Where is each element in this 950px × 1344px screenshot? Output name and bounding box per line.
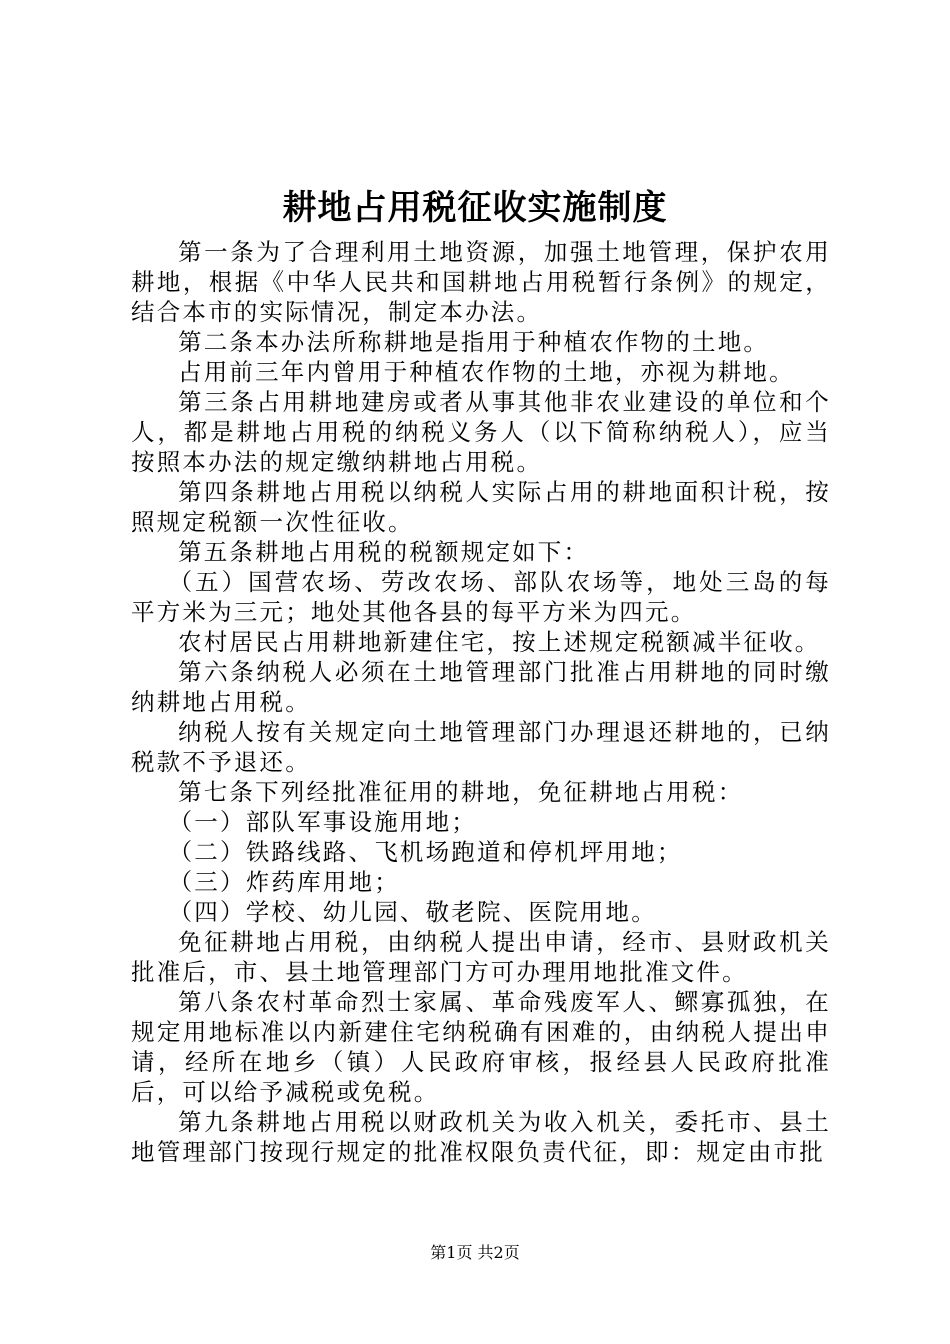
paragraph-article-5-item-5: （五）国营农场、劳改农场、部队农场等，地处三岛的每平方米为三元；地处其他各县的每平方米为四元。 [131,568,831,626]
document-title: 耕地占用税征收实施制度 [282,188,668,228]
paragraph-article-5-note: 农村居民占用耕地新建住宅，按上述规定税额减半征收。 [178,628,821,656]
paragraph-article-9: 第九条耕地占用税以财政机关为收入机关，委托市、县土地管理部门按现行规定的批准权限负责代征，即：规定由市批 [131,1108,831,1166]
document-body [131,237,831,1167]
paragraph-article-7-item-2: （二）铁路线路、飞机场跑道和停机坪用地； [168,838,683,866]
paragraph-article-7-item-1: （一）部队军事设施用地； [168,808,477,836]
paragraph-article-1: 第一条为了合理利用土地资源，加强土地管理，保护农用耕地，根据《中华人民共和国耕地占用税暂行条例》的规定，结合本市的实际情况，制定本办法。 [131,238,831,326]
paragraph-article-7-item-4: （四）学校、幼儿园、敬老院、医院用地。 [168,898,657,926]
paragraph-article-4: 第四条耕地占用税以纳税人实际占用的耕地面积计税，按照规定税额一次性征收。 [131,478,831,536]
paragraph-article-5: 第五条耕地占用税的税额规定如下： [178,538,590,566]
page-number-footer: 第1页 共2页 [430,1243,520,1262]
paragraph-article-7: 第七条下列经批准征用的耕地，免征耕地占用税： [178,778,744,806]
paragraph-article-2: 第二条本办法所称耕地是指用于种植农作物的土地。 [178,328,770,356]
paragraph-article-7-item-3: （三）炸药库用地； [168,868,400,896]
paragraph-article-3: 第三条占用耕地建房或者从事其他非农业建设的单位和个人，都是耕地占用税的纳税义务人（以下简称纳税人），应当按照本办法的规定缴纳耕地占用税。 [131,388,831,476]
paragraph-article-7-note: 免征耕地占用税，由纳税人提出申请，经市、县财政机关批准后，市、县土地管理部门方可办理用地批准文件。 [131,928,831,986]
paragraph-article-6: 第六条纳税人必须在土地管理部门批准占用耕地的同时缴纳耕地占用税。 [131,658,831,716]
paragraph-article-8: 第八条农村革命烈士家属、革命残废军人、鳏寡孤独，在规定用地标准以内新建住宅纳税确有困难的，由纳税人提出申请，经所在地乡（镇）人民政府审核，报经县人民政府批准后，可以给予减税或免税。 [131,988,831,1106]
paragraph-article-6-note: 纳税人按有关规定向土地管理部门办理退还耕地的，已纳税款不予退还。 [131,718,831,776]
paragraph-article-2-note: 占用前三年内曾用于种植农作物的土地，亦视为耕地。 [178,358,795,386]
